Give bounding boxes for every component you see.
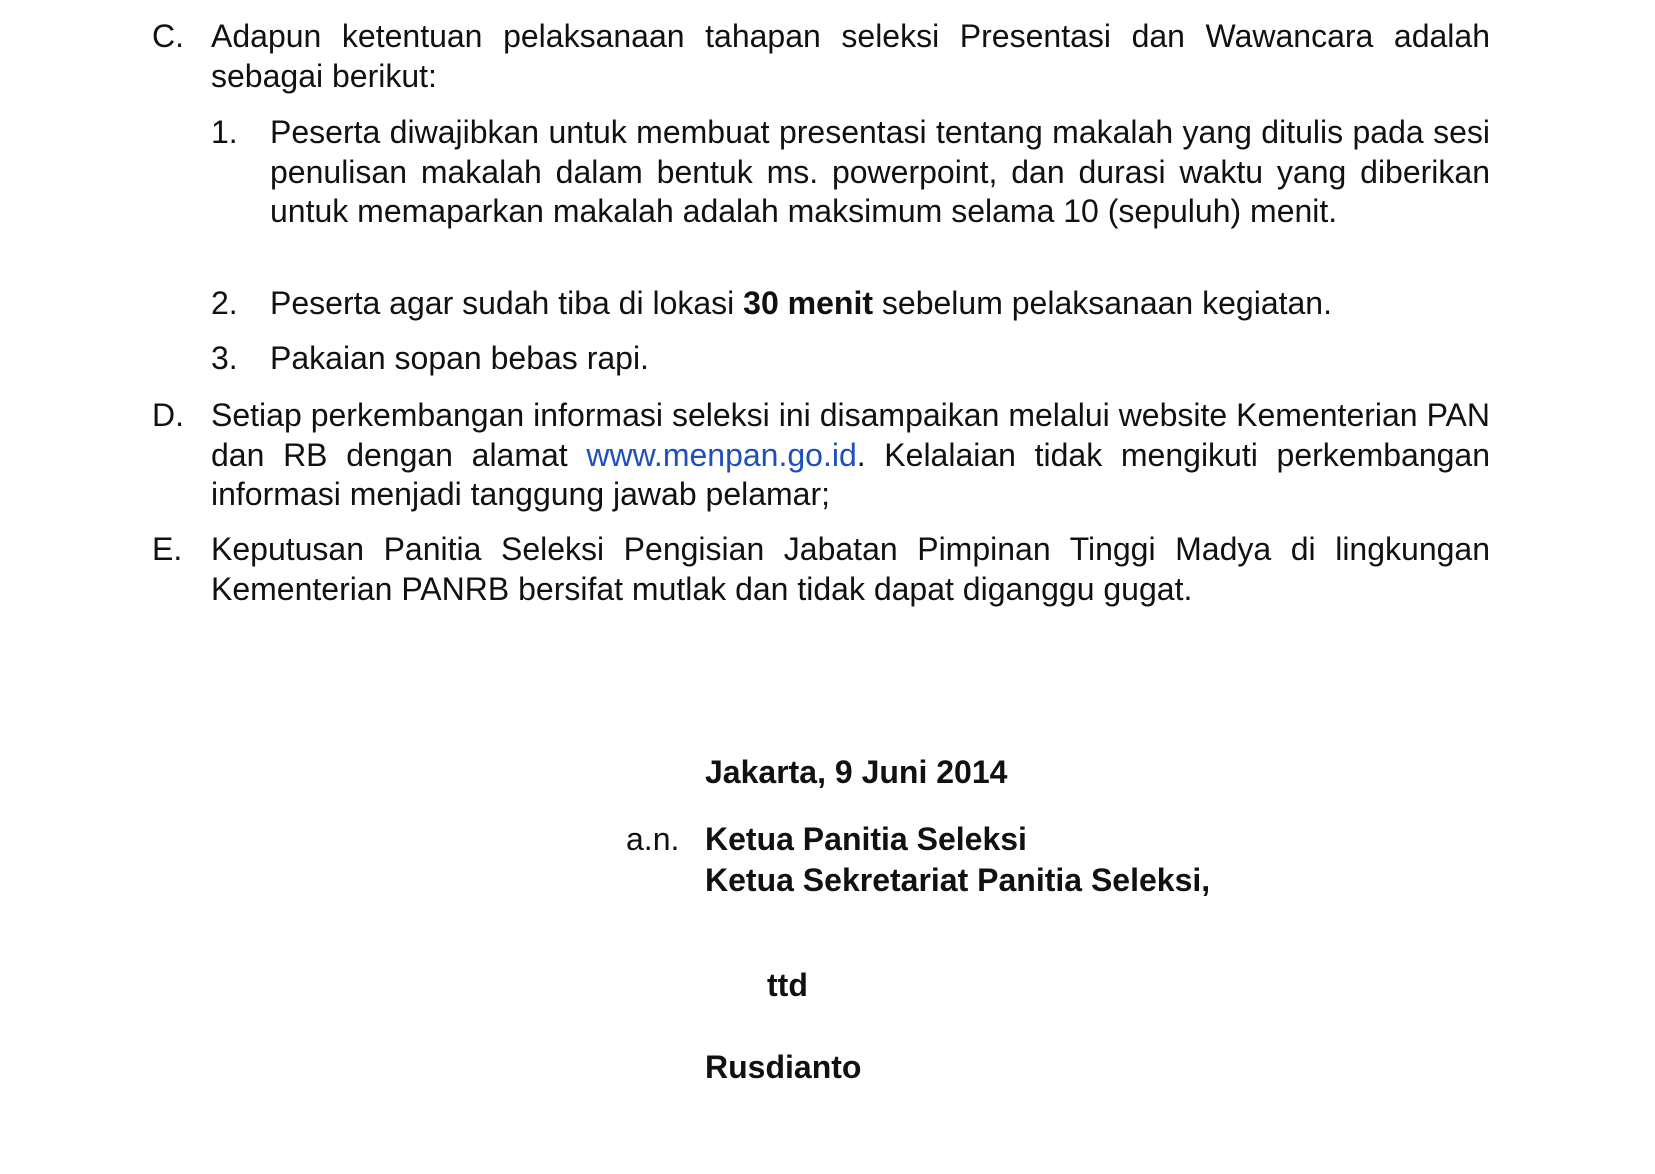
list-item-marker: 2. [211,285,238,321]
signatory-title-1: Ketua Panitia Seleksi [705,821,1027,857]
list-item [211,113,1490,232]
section-c-text: Adapun ketentuan pelaksanaan tahapan seleksi Presentasi dan Wawancara adalah sebagai berikut: [211,18,1490,94]
section-d-text [211,396,1490,515]
list-item [211,339,1490,379]
place-date: Jakarta, 9 Juni 2014 [705,754,1008,790]
list-item-text-part: Peserta agar sudah tiba di lokasi [270,285,744,321]
list-item-text-part: sebelum pelaksanaan kegiatan. [873,285,1332,321]
list-item-text: Pakaian sopan bebas rapi. [270,340,649,376]
emphasis-text: 30 menit [743,285,873,321]
ttd-text: ttd [767,967,808,1003]
list-item-marker: 3. [211,340,238,376]
section-e-text: Keputusan Panitia Seleksi Pengisian Jabatan Pimpinan Tinggi Madya di lingkungan Kementerian PANRB bersifat mutlak dan tidak dapat diganggu gugat. [211,531,1490,607]
section-d-marker: D. [152,397,184,433]
section-c [152,17,1490,96]
an-label: a.n. [626,821,680,857]
section-e-marker: E. [152,531,183,567]
section-d-text-part: Setiap perkembangan informasi seleksi ini disampaikan melalui website Kementerian PAN dan RB dengan alamat [211,397,1490,473]
section-d [152,396,1490,515]
signatory-name: Rusdianto [705,1049,862,1085]
section-c-marker: C. [152,18,184,54]
list-item-text [270,284,1490,324]
section-d-text-part: . Kelalaian tidak mengikuti perkembangan informasi menjadi tanggung jawab pelamar; [211,436,1490,512]
website-link[interactable]: www.menpan.go.id [586,436,857,473]
list-item [211,284,1490,324]
list-item-text: Peserta diwajibkan untuk membuat presentasi tentang makalah yang ditulis pada sesi penulisan makalah dalam bentuk ms. powerpoint, dan durasi waktu yang diberikan untuk memaparkan makalah adalah maksimum selama 10 (sepuluh) menit. [270,114,1490,229]
signatory-title-2: Ketua Sekretariat Panitia Seleksi, [705,862,1211,898]
section-e [152,530,1490,609]
list-item-marker: 1. [211,114,238,150]
